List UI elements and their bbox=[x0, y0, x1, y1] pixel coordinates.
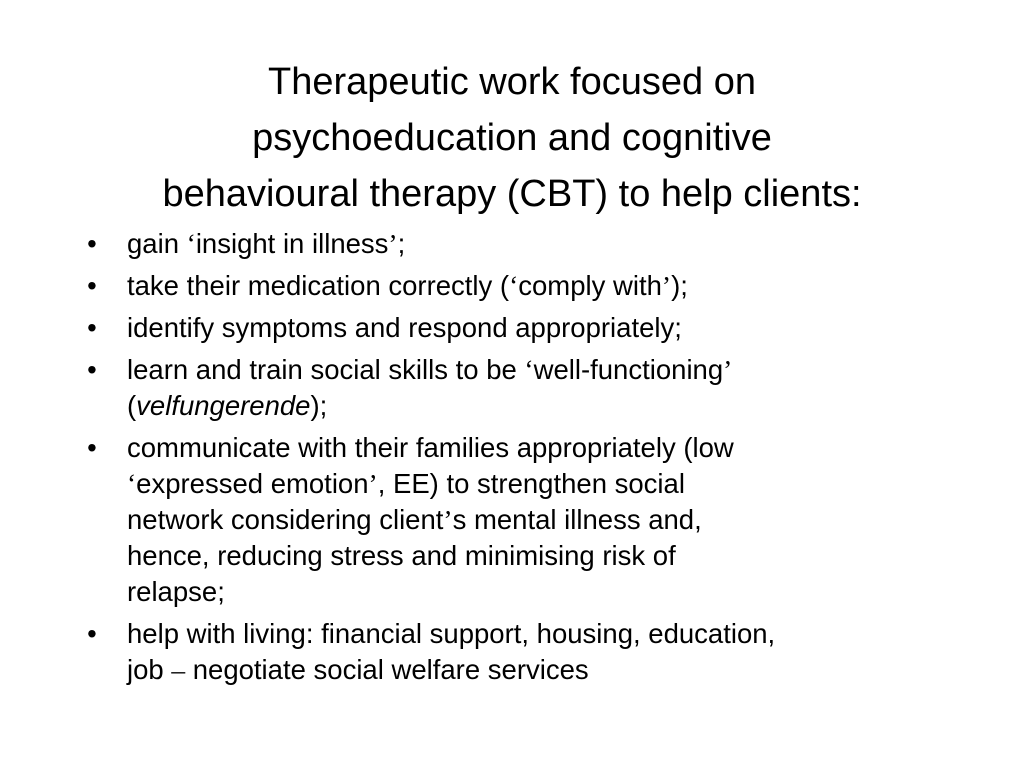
bullet-item bbox=[82, 430, 962, 610]
bullet-dot-icon: • bbox=[87, 312, 97, 343]
bullet-text: help with living: financial support, housing, education, bbox=[127, 618, 776, 649]
bullet-text-line bbox=[127, 466, 962, 502]
bullet-text-line bbox=[127, 268, 962, 304]
bullet-item bbox=[82, 226, 962, 262]
bullet-text: take their medication correctly ( bbox=[127, 270, 510, 301]
bullet-text: learn and train social skills to be bbox=[127, 354, 525, 385]
bullet-text-line bbox=[127, 616, 962, 652]
bullet-text-line bbox=[127, 574, 962, 610]
bullet-text: ( bbox=[127, 390, 137, 421]
quote-mark: ‘ bbox=[509, 270, 519, 301]
bullet-dot-icon: • bbox=[87, 270, 97, 301]
bullet-text: , EE) to strengthen social bbox=[377, 468, 685, 499]
title-line-2: psychoeducation and cognitive bbox=[252, 117, 772, 159]
slide-title bbox=[60, 54, 964, 222]
bullet-text: insight in illness bbox=[195, 228, 389, 259]
bullet-text-line bbox=[127, 310, 962, 346]
quote-mark: ‘ bbox=[524, 354, 534, 385]
quote-mark: ‘ bbox=[127, 468, 137, 499]
quote-mark: – bbox=[171, 654, 186, 685]
bullet-text: job bbox=[127, 654, 172, 685]
quote-mark: ’ bbox=[443, 504, 453, 535]
quote-mark: ‘ bbox=[186, 228, 196, 259]
bullet-text: communicate with their families appropriately (low bbox=[127, 432, 734, 463]
bullet-text: identify symptoms and respond appropriately; bbox=[127, 312, 682, 343]
bullet-text-line bbox=[127, 430, 962, 466]
quote-mark: ’ bbox=[723, 354, 733, 385]
bullet-text: ; bbox=[397, 228, 406, 259]
bullet-item bbox=[82, 352, 962, 424]
bullet-text: ); bbox=[671, 270, 688, 301]
bullet-list bbox=[82, 226, 962, 694]
quote-mark: ’ bbox=[661, 270, 672, 301]
bullet-text-line bbox=[127, 538, 962, 574]
title-line-1: Therapeutic work focused on bbox=[268, 61, 756, 103]
bullet-text-line bbox=[127, 388, 962, 424]
bullet-dot-icon: • bbox=[87, 432, 97, 463]
italic-term: velfungerende bbox=[136, 390, 311, 421]
bullet-text: gain bbox=[127, 228, 187, 259]
bullet-dot-icon: • bbox=[87, 228, 97, 259]
bullet-text-line bbox=[127, 502, 962, 538]
bullet-item bbox=[82, 268, 962, 304]
bullet-text: hence, reducing stress and minimising risk of bbox=[127, 540, 676, 571]
bullet-text: relapse; bbox=[127, 576, 225, 607]
bullet-item bbox=[82, 310, 962, 346]
bullet-text: network considering client bbox=[127, 504, 444, 535]
quote-mark: ’ bbox=[388, 228, 398, 259]
bullet-text-line bbox=[127, 352, 962, 388]
bullet-dot-icon: • bbox=[87, 618, 97, 649]
bullet-dot-icon: • bbox=[87, 354, 97, 385]
bullet-text: well-functioning bbox=[533, 354, 724, 385]
bullet-text: expressed emotion bbox=[136, 468, 369, 499]
bullet-text: comply with bbox=[518, 270, 662, 301]
bullet-text: s mental illness and, bbox=[452, 504, 702, 535]
bullet-text-line bbox=[127, 226, 962, 262]
bullet-text-line bbox=[127, 652, 962, 688]
bullet-text: negotiate social welfare services bbox=[185, 654, 589, 685]
bullet-item bbox=[82, 616, 962, 688]
bullet-text: ); bbox=[310, 390, 328, 421]
quote-mark: ’ bbox=[368, 468, 378, 499]
title-line-3: behavioural therapy (CBT) to help clients: bbox=[162, 173, 862, 215]
